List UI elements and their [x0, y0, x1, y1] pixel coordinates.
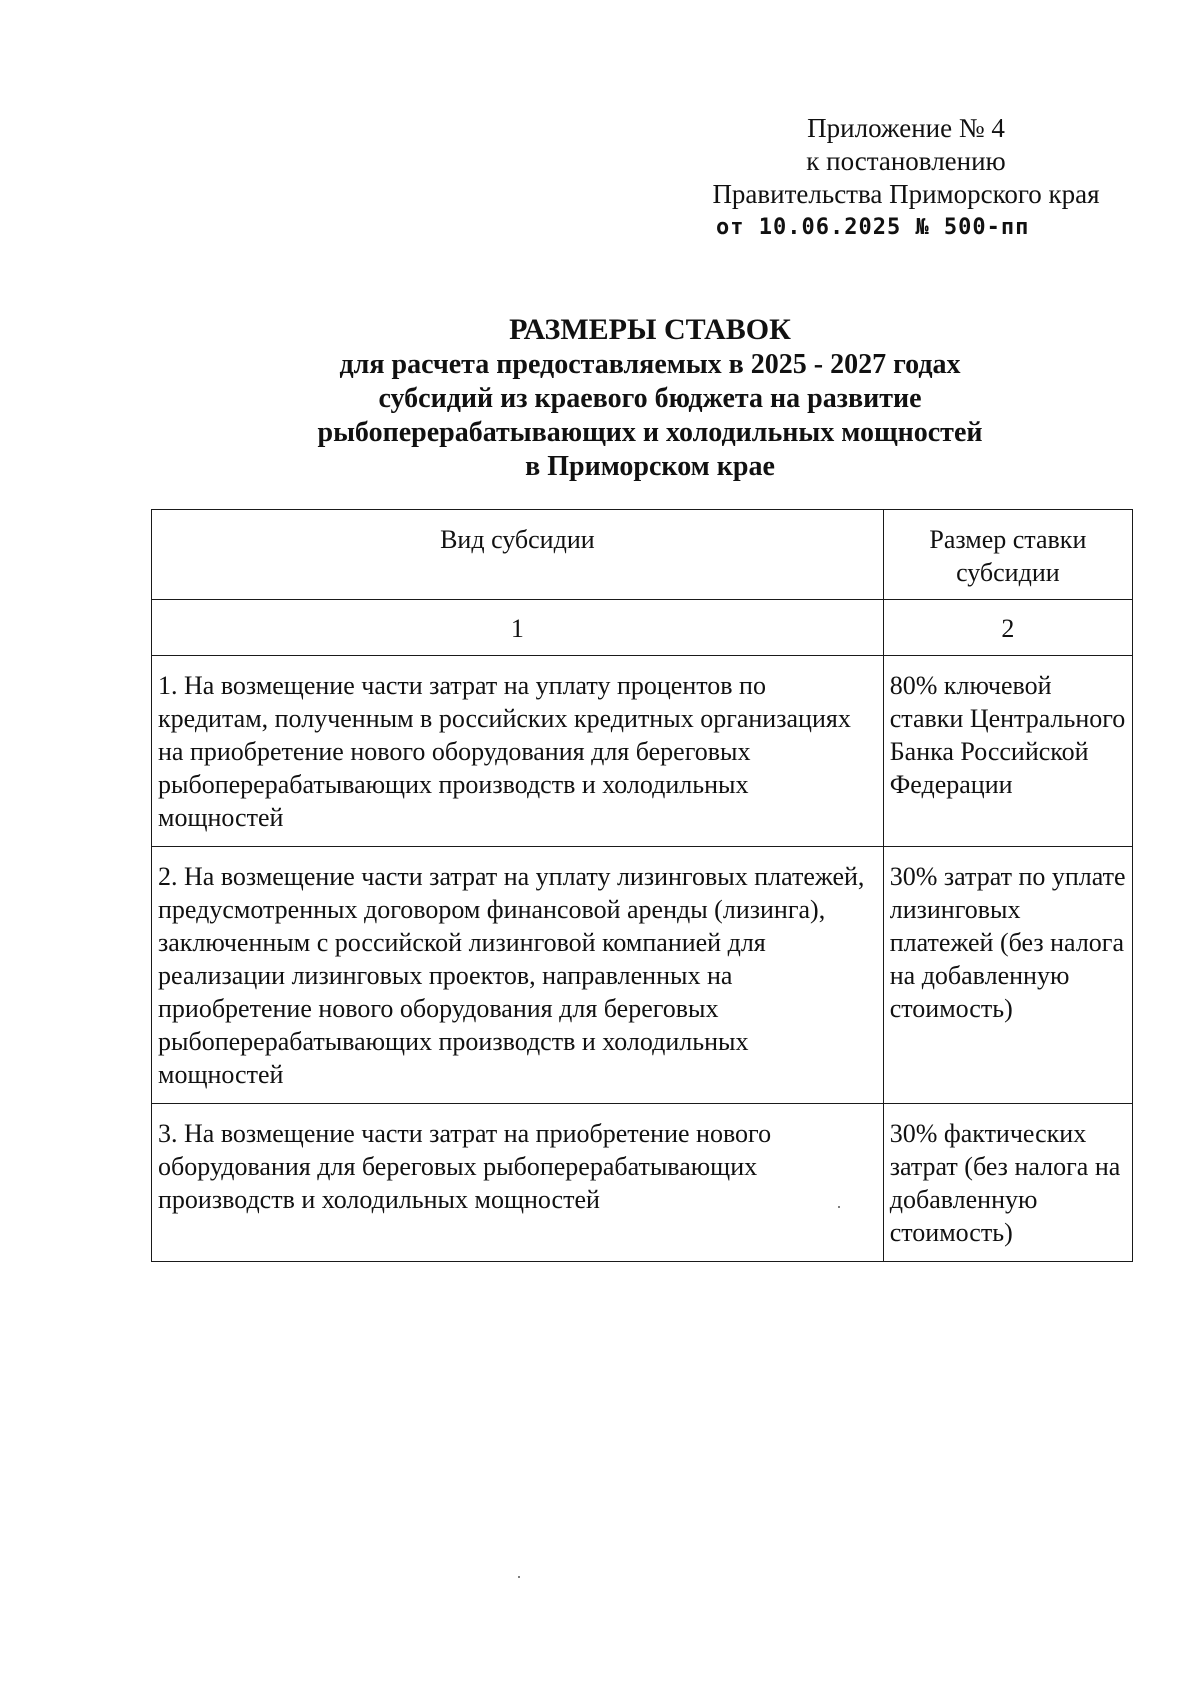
title-line-2: субсидий из краевого бюджета на развитие	[378, 383, 922, 414]
table-row	[152, 847, 1133, 1104]
appendix-header	[676, 112, 1136, 245]
subsidy-type-cell: 2. На возмещение части затрат на уплату лизинговых платежей, предусмотренных договором финансовой аренды (лизинга), заключенным с российской лизинговой компанией для реализации лизинговых проектов, направленных на приобретение нового оборудования для береговых рыбоперерабатывающих производств и холодильных мощностей	[152, 847, 884, 1104]
appendix-reference: к постановлению	[806, 146, 1006, 176]
title-line-3: рыбоперерабатывающих и холодильных мощностей	[317, 417, 983, 448]
scan-speck	[518, 1576, 520, 1578]
subsidy-rate-cell: 80% ключевой ставки Центрального Банка Российской Федерации	[883, 656, 1132, 847]
header-rate-size: Размер ставки субсидии	[883, 510, 1132, 600]
scan-speck	[838, 1206, 840, 1208]
title-line-4: в Приморском крае	[525, 451, 775, 482]
title-main: РАЗМЕРЫ СТАВОК	[509, 313, 791, 346]
column-number-2: 2	[883, 600, 1132, 656]
table-header-row	[152, 510, 1133, 600]
table-column-number-row	[152, 600, 1133, 656]
appendix-issuer: Правительства Приморского края	[712, 179, 1100, 209]
document-title	[140, 312, 1160, 484]
header-subsidy-type: Вид субсидии	[152, 510, 884, 600]
appendix-date-number: от 10.06.2025 № 500-пп	[716, 215, 1030, 240]
subsidy-type-cell: 3. На возмещение части затрат на приобретение нового оборудования для береговых рыбоперерабатывающих производств и холодильных мощностей	[152, 1104, 884, 1262]
appendix-number: Приложение № 4	[807, 113, 1005, 143]
subsidy-rate-cell: 30% затрат по уплате лизинговых платежей (без налога на добавленную стоимость)	[883, 847, 1132, 1104]
subsidy-type-cell: 1. На возмещение части затрат на уплату процентов по кредитам, полученным в российских кредитных организациях на приобретение нового оборудования для береговых рыбоперерабатывающих производств и холодильных мощностей	[152, 656, 884, 847]
subsidy-rate-cell: 30% фактических затрат (без налога на добавленную стоимость)	[883, 1104, 1132, 1262]
title-line-1: для расчета предоставляемых в 2025 - 2027 годах	[339, 349, 961, 380]
table-row	[152, 656, 1133, 847]
subsidy-rates-table	[151, 509, 1133, 1262]
column-number-1: 1	[152, 600, 884, 656]
table-row	[152, 1104, 1133, 1262]
